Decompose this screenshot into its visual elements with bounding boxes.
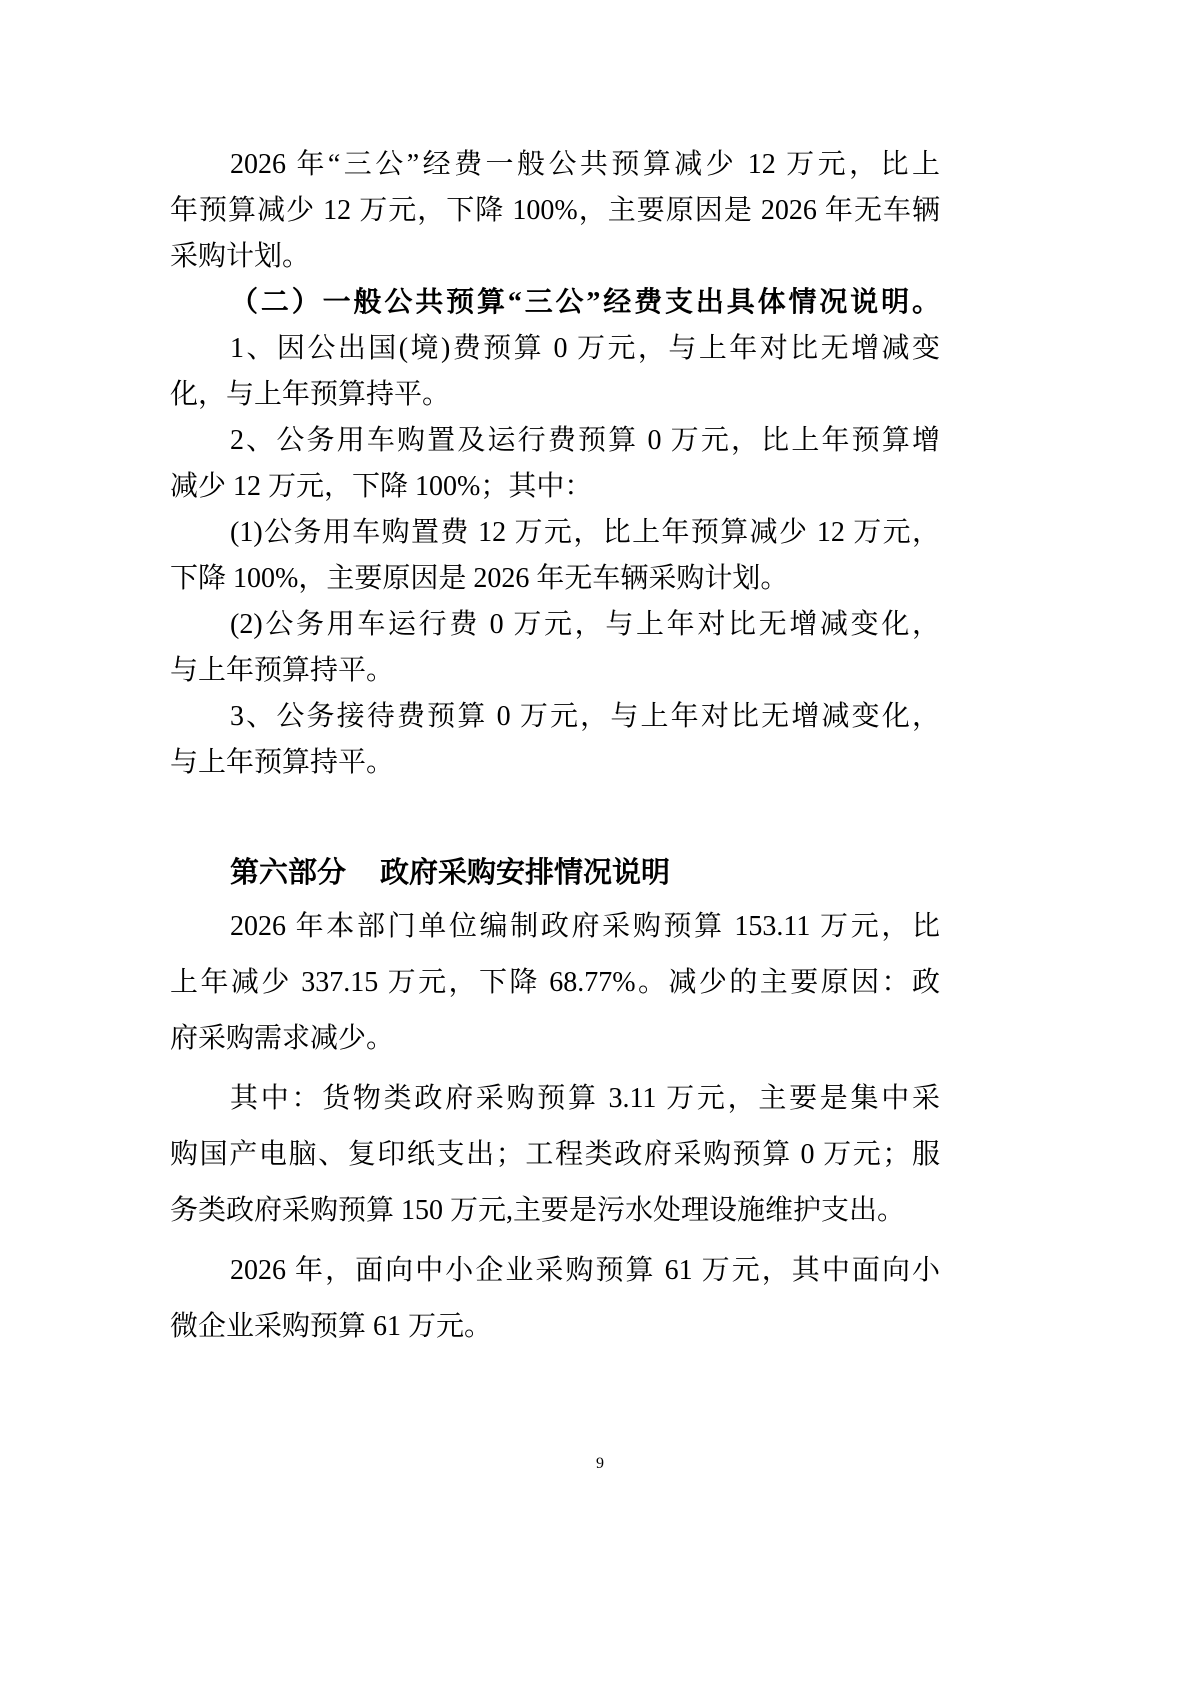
paragraph-line: 年预算减少 12 万元，下降 100%，主要原因是 2026 年无车辆 [170, 195, 940, 226]
paragraph-line: 2026 年本部门单位编制政府采购预算 153.11 万元，比 [230, 911, 940, 942]
paragraph-line: (2)公务用车运行费 0 万元，与上年对比无增减变化， [230, 609, 940, 640]
paragraph-line: 3、公务接待费预算 0 万元，与上年对比无增减变化， [230, 701, 940, 732]
section-heading [170, 847, 940, 899]
paragraph-intro [170, 142, 940, 280]
paragraph-item-2-1 [170, 510, 940, 602]
paragraph-line: 2026 年“三公”经费一般公共预算减少 12 万元，比上 [230, 149, 940, 180]
section-label: 第六部分 [230, 857, 347, 889]
paragraph-line: 务类政府采购预算 150 万元,主要是污水处理设施维护支出。 [170, 1195, 906, 1226]
paragraph-line: 2026 年，面向中小企业采购预算 61 万元，其中面向小 [230, 1255, 940, 1286]
paragraph-line: 其中：货物类政府采购预算 3.11 万元，主要是集中采 [230, 1083, 940, 1114]
paragraph-item-3 [170, 694, 940, 786]
section-title: 政府采购安排情况说明 [380, 857, 671, 889]
page-number: 9 [596, 1455, 604, 1472]
paragraph-line: 化，与上年预算持平。 [170, 379, 451, 410]
paragraph-item-2-2 [170, 602, 940, 694]
paragraph-line: 采购计划。 [170, 241, 311, 272]
paragraph-line: 与上年预算持平。 [170, 655, 395, 686]
paragraph-line: 上年减少 337.15 万元，下降 68.77%。减少的主要原因：政 [170, 967, 940, 998]
sangong-expenditure-section [170, 142, 940, 786]
paragraph-procurement-budget [170, 899, 940, 1067]
paragraph-line: 2、公务用车购置及运行费预算 0 万元，比上年预算增 [230, 425, 940, 456]
paragraph-line: 府采购需求减少。 [170, 1023, 395, 1054]
paragraph-line: 与上年预算持平。 [170, 747, 395, 778]
subsection-heading: （二）一般公共预算“三公”经费支出具体情况说明。 [230, 287, 940, 318]
paragraph-item-2 [170, 418, 940, 510]
paragraph-line: 1、因公出国(境)费预算 0 万元，与上年对比无增减变 [230, 333, 940, 364]
paragraph-line: 微企业采购预算 61 万元。 [170, 1311, 493, 1342]
government-procurement-section [170, 847, 940, 1355]
paragraph-line: 购国产电脑、复印纸支出；工程类政府采购预算 0 万元；服 [170, 1139, 940, 1170]
paragraph-line: 下降 100%，主要原因是 2026 年无车辆采购计划。 [170, 563, 789, 594]
paragraph-procurement-breakdown [170, 1071, 940, 1239]
paragraph-item-1 [170, 326, 940, 418]
paragraph-sme-procurement [170, 1243, 940, 1355]
paragraph-line: (1)公务用车购置费 12 万元，比上年预算减少 12 万元， [230, 517, 940, 548]
paragraph-line: 减少 12 万元，下降 100%；其中： [170, 471, 593, 502]
